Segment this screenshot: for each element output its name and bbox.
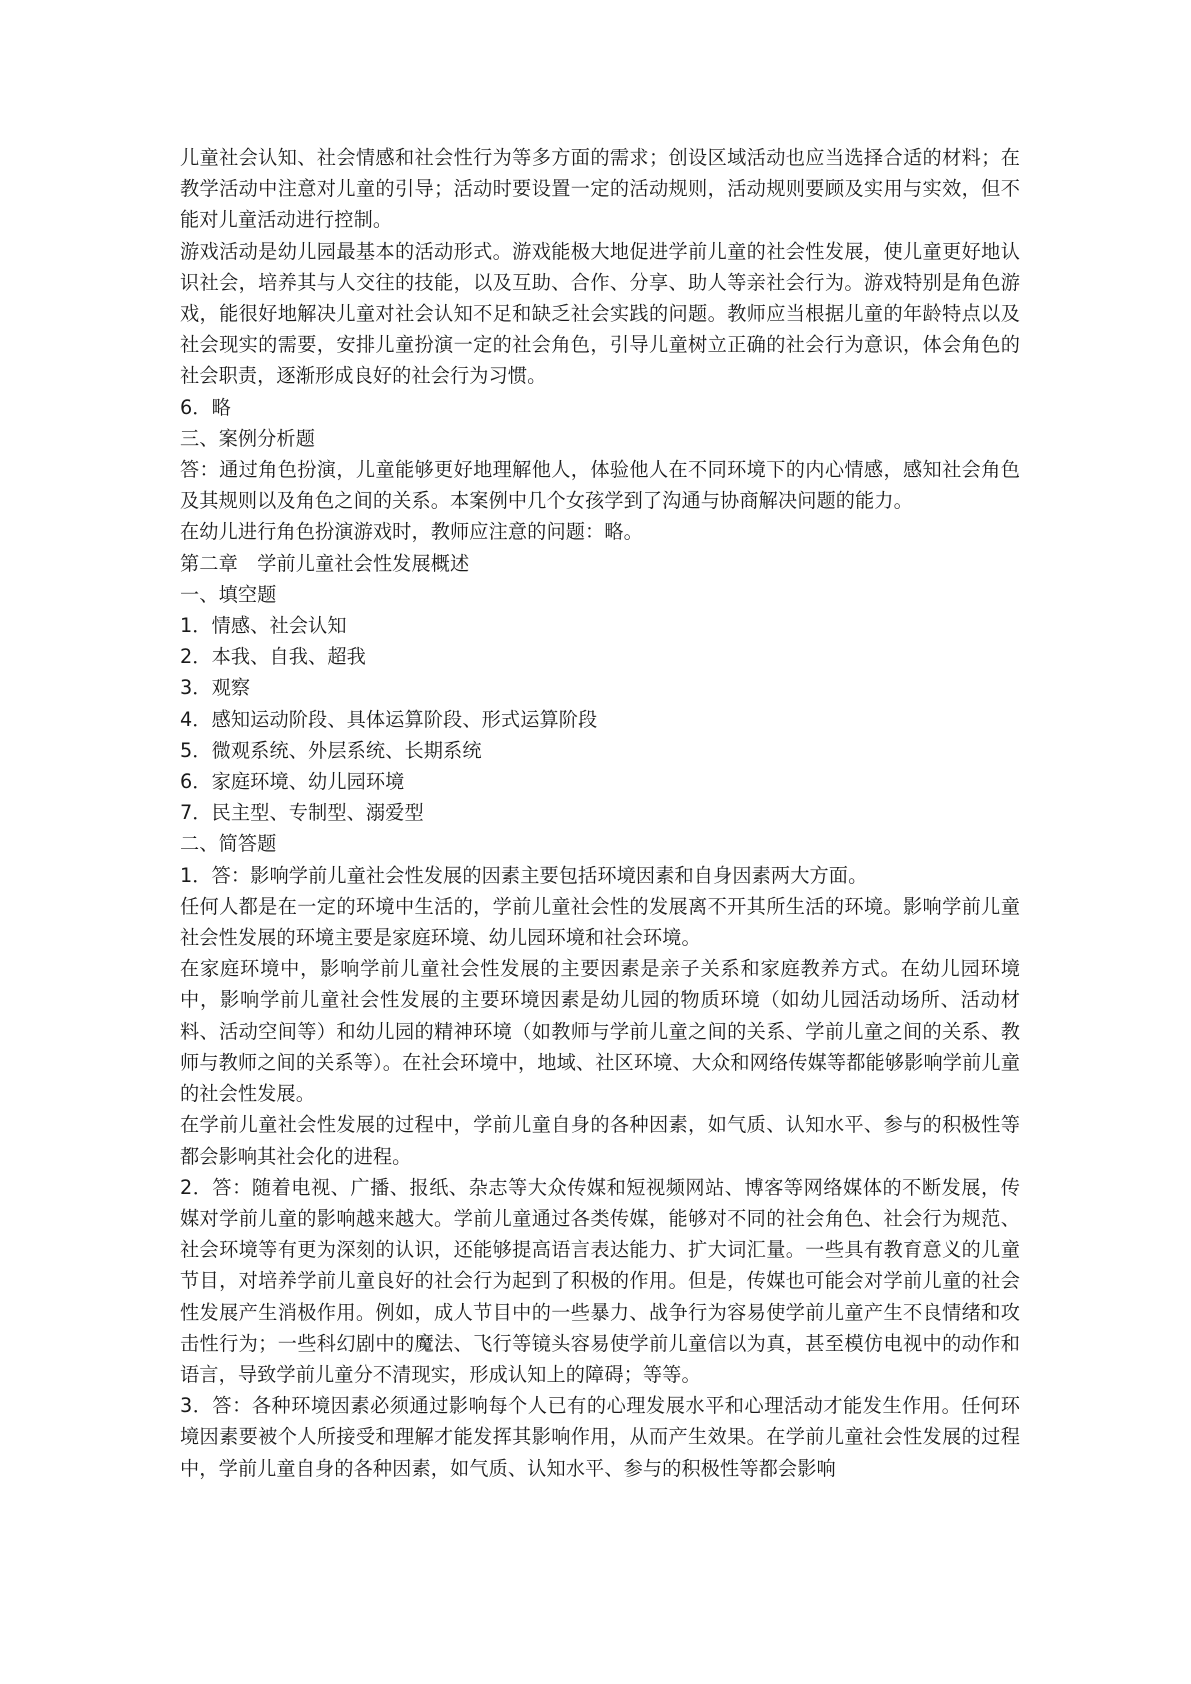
body-paragraph: 在学前儿童社会性发展的过程中，学前儿童自身的各种因素，如气质、认知水平、参与的积极性等都会影响其社会化的进程。 bbox=[180, 1113, 1020, 1168]
list-item: 6．家庭环境、幼儿园环境 bbox=[180, 770, 405, 794]
list-item: 6．略 bbox=[180, 395, 231, 419]
list-item: 2．本我、自我、超我 bbox=[180, 645, 366, 669]
body-paragraph: 答：通过角色扮演，儿童能够更好地理解他人，体验他人在不同环境下的内心情感，感知社会角色及其规则以及角色之间的关系。本案例中几个女孩学到了沟通与协商解决问题的能力。 bbox=[180, 458, 1020, 513]
section-heading: 二、简答题 bbox=[180, 832, 277, 856]
section-heading: 一、填空题 bbox=[180, 582, 277, 606]
list-item: 3．观察 bbox=[180, 676, 251, 700]
section-heading: 三、案例分析题 bbox=[180, 426, 316, 450]
body-paragraph: 3．答：各种环境因素必须通过影响每个人已有的心理发展水平和心理活动才能发生作用。任何环境因素要被个人所接受和理解才能发挥其影响作用，从而产生效果。在学前儿童社会性发展的过程中，学前儿童自身的各种因素，如气质、认知水平、参与的积极性等都会影响 bbox=[180, 1394, 1020, 1480]
body-paragraph: 在家庭环境中，影响学前儿童社会性发展的主要因素是亲子关系和家庭教养方式。在幼儿园环境中，影响学前儿童社会性发展的主要环境因素是幼儿园的物质环境（如幼儿园活动场所、活动材料、活动空间等）和幼儿园的精神环境（如教师与学前儿童之间的关系、学前儿童之间的关系、教师与教师之间的关系等）。在社会环境中，地域、社区环境、大众和网络传媒等都能够影响学前儿童的社会性发展。 bbox=[180, 957, 1020, 1106]
body-paragraph: 1．答：影响学前儿童社会性发展的因素主要包括环境因素和自身因素两大方面。 bbox=[180, 863, 868, 887]
list-item: 7．民主型、专制型、溺爱型 bbox=[180, 801, 424, 825]
document-page bbox=[180, 142, 1020, 1484]
body-paragraph: 在幼儿进行角色扮演游戏时，教师应注意的问题：略。 bbox=[180, 520, 643, 544]
body-paragraph: 游戏活动是幼儿园最基本的活动形式。游戏能极大地促进学前儿童的社会性发展，使儿童更好地认识社会，培养其与人交往的技能，以及互助、合作、分享、助人等亲社会行为。游戏特别是角色游戏，能很好地解决儿童对社会认知不足和缺乏社会实践的问题。教师应当根据儿童的年龄特点以及社会现实的需要，安排儿童扮演一定的社会角色，引导儿童树立正确的社会行为意识，体会角色的社会职责，逐渐形成良好的社会行为习惯。 bbox=[180, 239, 1020, 388]
list-item: 1．情感、社会认知 bbox=[180, 614, 347, 638]
body-paragraph: 2．答：随着电视、广播、报纸、杂志等大众传媒和短视频网站、博客等网络媒体的不断发展，传媒对学前儿童的影响越来越大。学前儿童通过各类传媒，能够对不同的社会角色、社会行为规范、社会环境等有更为深刻的认识，还能够提高语言表达能力、扩大词汇量。一些具有教育意义的儿童节目，对培养学前儿童良好的社会行为起到了积极的作用。但是，传媒也可能会对学前儿童的社会性发展产生消极作用。例如，成人节目中的一些暴力、战争行为容易使学前儿童产生不良情绪和攻击性行为；一些科幻剧中的魔法、飞行等镜头容易使学前儿童信以为真，甚至模仿电视中的动作和语言，导致学前儿童分不清现实，形成认知上的障碍；等等。 bbox=[180, 1175, 1020, 1386]
list-item: 4．感知运动阶段、具体运算阶段、形式运算阶段 bbox=[180, 707, 598, 731]
list-item: 5．微观系统、外层系统、长期系统 bbox=[180, 738, 482, 762]
body-paragraph: 儿童社会认知、社会情感和社会性行为等多方面的需求；创设区域活动也应当选择合适的材料；在教学活动中注意对儿童的引导；活动时要设置一定的活动规则，活动规则要顾及实用与实效，但不能对儿童活动进行控制。 bbox=[180, 146, 1020, 232]
body-paragraph: 任何人都是在一定的环境中生活的，学前儿童社会性的发展离不开其所生活的环境。影响学前儿童社会性发展的环境主要是家庭环境、幼儿园环境和社会环境。 bbox=[180, 894, 1020, 950]
chapter-heading: 第二章 学前儿童社会性发展概述 bbox=[180, 551, 470, 575]
